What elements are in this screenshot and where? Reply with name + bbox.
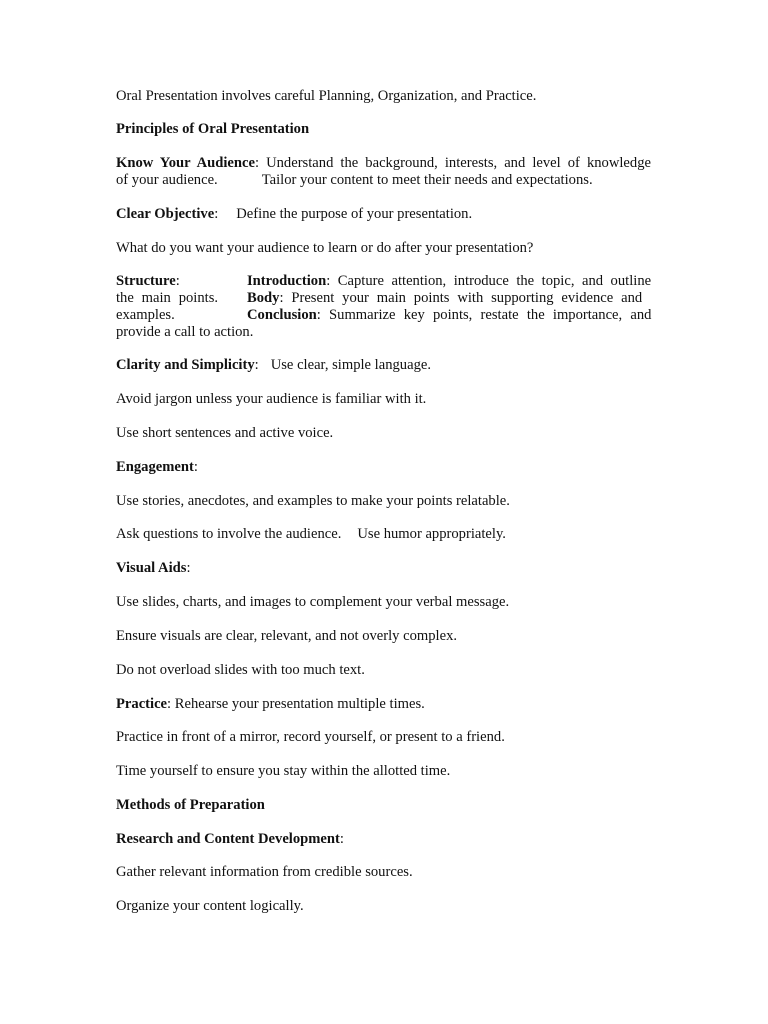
clarity-line: Clarity and Simplicity: Use clear, simple language.	[116, 357, 432, 373]
clear-objective-line: Clear Objective: Define the purpose of your presentation.	[116, 206, 473, 222]
visual-aids-heading: Visual Aids:	[116, 560, 191, 576]
use-slides-line: Use slides, charts, and images to complement your verbal message.	[116, 594, 510, 610]
gather-info-line: Gather relevant information from credible sources.	[116, 864, 413, 880]
use-stories-line: Use stories, anecdotes, and examples to make your points relatable.	[116, 493, 510, 509]
conclusion-label: Conclusion	[247, 307, 317, 323]
practice-label: Practice	[116, 696, 168, 712]
practice-line: Practice: Rehearse your presentation multiple times.	[116, 696, 425, 712]
engagement-heading: Engagement:	[116, 459, 198, 475]
research-heading: Research and Content Development:	[116, 831, 344, 847]
structure-row4: provide a call to action.	[116, 324, 254, 340]
visual-aids-label: Visual Aids	[116, 560, 187, 576]
principles-heading: Principles of Oral Presentation	[116, 121, 310, 137]
avoid-jargon-line: Avoid jargon unless your audience is familiar with it.	[116, 391, 427, 407]
structure-row3: examples. Conclusion: Summarize key points, restate the importance, and	[116, 307, 652, 323]
time-yourself-line: Time yourself to ensure you stay within the allotted time.	[116, 763, 451, 779]
ensure-visuals-line: Ensure visuals are clear, relevant, and not overly complex.	[116, 628, 458, 644]
engagement-label: Engagement	[116, 459, 194, 475]
structure-row2: the main points. Body: Present your main points with supporting evidence and	[116, 290, 643, 306]
short-sentences-line: Use short sentences and active voice.	[116, 425, 334, 441]
know-audience-label: Know Your Audience	[116, 155, 255, 171]
organize-line: Organize your content logically.	[116, 898, 304, 914]
intro-line: Oral Presentation involves careful Planning, Organization, and Practice.	[116, 88, 537, 104]
clarity-label: Clarity and Simplicity	[116, 357, 255, 373]
introduction-label: Introduction	[247, 273, 327, 289]
structure-label: Structure	[116, 273, 176, 289]
methods-heading: Methods of Preparation	[116, 797, 265, 813]
ask-questions-line: Ask questions to involve the audience. Use humor appropriately.	[116, 526, 506, 542]
research-label: Research and Content Development	[116, 831, 340, 847]
know-audience-line1: Know Your Audience: Understand the background, interests, and level of knowledge	[116, 155, 651, 171]
clear-objective-label: Clear Objective	[116, 206, 215, 222]
do-not-overload-line: Do not overload slides with too much text.	[116, 662, 365, 678]
know-audience-line2: of your audience. Tailor your content to meet their needs and expectations.	[116, 172, 593, 188]
body-label: Body	[247, 290, 280, 306]
structure-row1: Structure: Introduction: Capture attention, introduce the topic, and outline	[116, 273, 652, 289]
objective-question: What do you want your audience to learn or do after your presentation?	[116, 240, 534, 256]
practice-mirror-line: Practice in front of a mirror, record yourself, or present to a friend.	[116, 729, 505, 745]
